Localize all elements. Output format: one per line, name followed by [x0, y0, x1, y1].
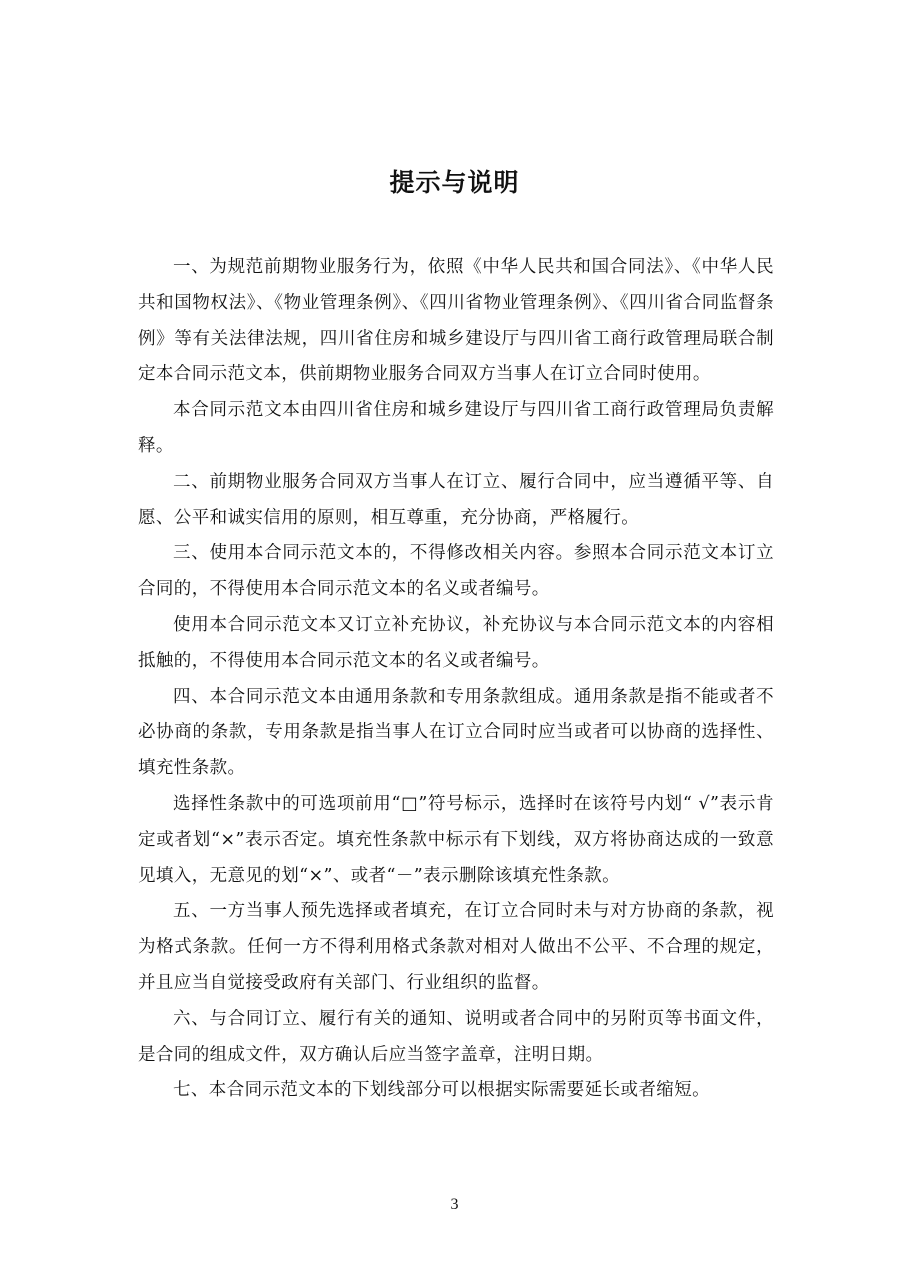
paragraph-7: 选择性条款中的可选项前用“□”符号标示，选择时在该符号内划“ √”表示肯定或者划“×”表示否定。填充性条款中标示有下划线，双方将协商达成的一致意见填入，无意见的划“×”、或者“－”表示删除该填充性条款。: [138, 793, 774, 886]
paragraph-9: 六、与合同订立、履行有关的通知、说明或者合同中的另附页等书面文件，是合同的组成文件，双方确认后应当签字盖章，注明日期。: [138, 1008, 774, 1065]
paragraph-10: 七、本合同示范文本的下划线部分可以根据实际需要延长或者缩短。: [173, 1080, 710, 1101]
paragraph-3: 二、前期物业服务合同双方当事人在订立、履行合同中，应当遵循平等、自愿、公平和诚实信用的原则，相互尊重，充分协商，严格履行。: [138, 471, 774, 528]
paragraph-4: 三、使用本合同示范文本的，不得修改相关内容。参照本合同示范文本订立合同的，不得使用本合同示范文本的名义或者编号。: [138, 543, 774, 600]
paragraph-2: 本合同示范文本由四川省住房和城乡建设厅与四川省工商行政管理局负责解释。: [138, 400, 774, 456]
paragraph-8: 五、一方当事人预先选择或者填充，在订立合同时未与对方协商的条款，视为格式条款。任何一方不得利用格式条款对相对人做出不公平、不合理的规定，并且应当自觉接受政府有关部门、行业组织的监督。: [138, 901, 774, 993]
paragraph-6: 四、本合同示范文本由通用条款和专用条款组成。通用条款是指不能或者不必协商的条款，专用条款是指当事人在订立合同时应当或者可以协商的选择性、填充性条款。: [138, 686, 774, 779]
page-title: 提示与说明: [389, 168, 520, 197]
paragraph-1: 一、为规范前期物业服务行为，依照《中华人民共和国合同法》、《中华人民共和国物权法》、《物业管理条例》、《四川省物业管理条例》、《四川省合同监督条例》等有关法律法规，四川省住房和城乡建设厅与四川省工商行政管理局联合制定本合同示范文本，供前期物业服务合同双方当事人在订立合同时使用。: [138, 257, 774, 385]
document-body: [138, 250, 774, 1109]
page-number: 3: [450, 1196, 459, 1213]
paragraph-5: 使用本合同示范文本又订立补充协议，补充协议与本合同示范文本的内容相抵触的，不得使用本合同示范文本的名义或者编号。: [138, 614, 774, 671]
